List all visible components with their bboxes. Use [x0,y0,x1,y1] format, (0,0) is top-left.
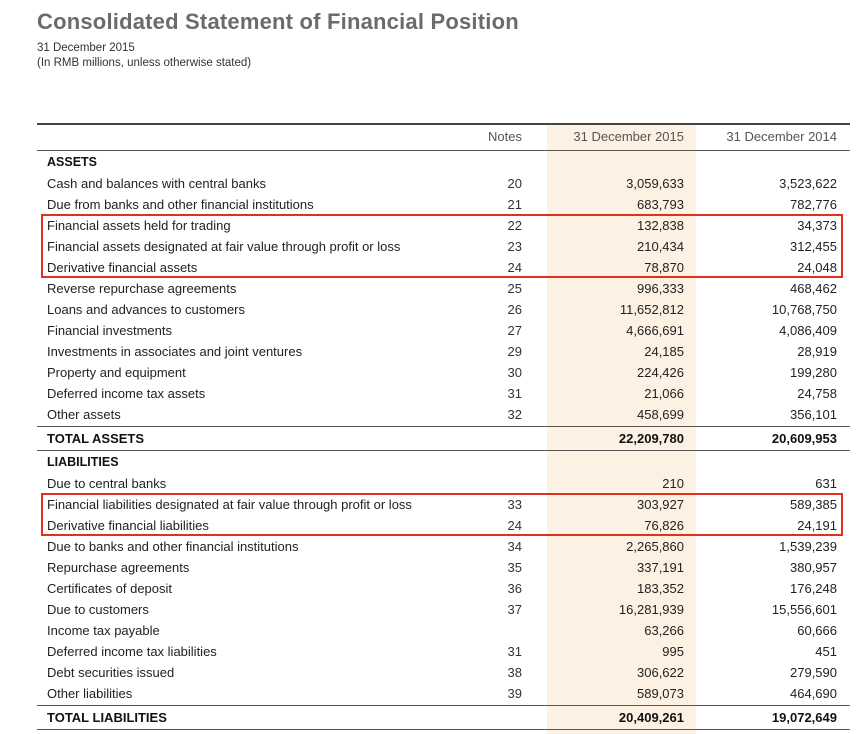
table-top-rule [37,123,850,125]
table-row [37,194,850,215]
row-value-2014: 3,523,622 [779,176,837,191]
row-value-2015: 210,434 [637,239,684,254]
row-value-2014: 589,385 [790,497,837,512]
row-value-2014: 34,373 [797,218,837,233]
row-value-2014: 15,556,601 [771,602,837,617]
total-value-2014: 19,072,649 [771,710,837,725]
row-value-2014: 451 [815,644,837,659]
row-value-2014: 28,919 [797,344,837,359]
row-value-2015: 3,059,633 [626,176,684,191]
total-liabilities-top-rule [37,705,850,706]
page-title: Consolidated Statement of Financial Position [37,9,519,34]
row-value-2015: 21,066 [644,386,684,401]
row-label: Due to central banks [47,476,167,491]
row-note: 31 [507,386,522,401]
table-row [37,341,850,362]
row-label: Derivative financial liabilities [47,518,209,533]
total-value-2015: 20,409,261 [618,710,684,725]
highlight-box-liabilities [41,493,843,536]
header-2014: 31 December 2014 [726,129,837,144]
row-label: Financial assets designated at fair value through profit or loss [47,239,401,254]
row-value-2015: 11,652,812 [619,302,684,317]
row-label: Other liabilities [47,686,133,701]
section-heading-liabilities [37,452,850,473]
row-label: Due to banks and other financial institutions [47,539,299,554]
row-value-2015: 24,185 [644,344,684,359]
row-value-2014: 356,101 [790,407,837,422]
section-label: ASSETS [47,155,98,169]
row-label: Property and equipment [47,365,186,380]
header-rule [37,150,850,151]
row-value-2014: 782,776 [790,197,837,212]
row-value-2015: 16,281,939 [618,602,684,617]
row-value-2014: 10,768,750 [771,302,837,317]
table-row [37,620,850,641]
total-label: TOTAL LIABILITIES [47,710,167,725]
row-note: 24 [507,518,522,533]
row-note: 24 [507,260,522,275]
row-value-2015: 683,793 [637,197,684,212]
row-label: Debt securities issued [47,665,175,680]
row-value-2014: 631 [815,476,837,491]
row-value-2014: 176,248 [790,581,837,596]
row-value-2015: 995 [662,644,684,659]
total-assets-top-rule [37,426,850,427]
total-value-2015: 22,209,780 [618,431,684,446]
header-notes: Notes [488,129,522,144]
table-row [37,557,850,578]
row-note: 37 [507,602,522,617]
total-assets-bottom-rule [37,450,850,451]
table-row [37,473,850,494]
row-value-2015: 589,073 [637,686,684,701]
table-row [37,320,850,341]
header-2015: 31 December 2015 [573,129,684,144]
row-label: Loans and advances to customers [47,302,246,317]
row-value-2015: 306,622 [637,665,684,680]
row-value-2015: 996,333 [637,281,684,296]
row-note: 34 [507,539,522,554]
row-value-2015: 78,870 [644,260,684,275]
row-value-2014: 468,462 [790,281,837,296]
row-value-2015: 337,191 [637,560,684,575]
units-note: (In RMB millions, unless otherwise stated) [37,57,252,69]
row-value-2014: 1,539,239 [779,539,837,554]
row-value-2015: 63,266 [644,623,684,638]
row-note: 23 [507,239,522,254]
row-note: 33 [507,497,522,512]
row-value-2014: 4,086,409 [779,323,837,338]
row-label: Due to customers [47,602,149,617]
section-heading-assets [37,152,850,173]
table-row [37,299,850,320]
row-value-2015: 224,426 [637,365,684,380]
statement-date: 31 December 2015 [37,42,135,54]
table-row [37,383,850,404]
row-note: 39 [507,686,522,701]
row-note: 21 [507,197,522,212]
row-note: 25 [507,281,522,296]
row-value-2014: 24,758 [797,386,837,401]
table-row [37,662,850,683]
total-liabilities-bottom-rule [37,729,850,730]
table-row [37,578,850,599]
highlight-box-assets [41,214,843,278]
row-label: Deferred income tax liabilities [47,644,217,659]
row-value-2015: 458,699 [637,407,684,422]
table-row [37,362,850,383]
row-label: Investments in associates and joint ventures [47,344,303,359]
row-value-2015: 76,826 [644,518,684,533]
row-label: Due from banks and other financial institutions [47,197,314,212]
row-value-2015: 4,666,691 [626,323,684,338]
total-label: TOTAL ASSETS [47,431,145,446]
row-note: 32 [507,407,522,422]
row-value-2015: 210 [662,476,684,491]
table-row [37,599,850,620]
row-note: 35 [507,560,522,575]
row-value-2015: 303,927 [637,497,684,512]
row-label: Income tax payable [47,623,160,638]
table-row [37,641,850,662]
table-row [37,683,850,704]
row-label: Financial liabilities designated at fair value through profit or loss [47,497,412,512]
row-note: 27 [507,323,522,338]
row-value-2015: 183,352 [637,581,684,596]
row-note: 20 [507,176,522,191]
total-value-2014: 20,609,953 [771,431,837,446]
row-label: Deferred income tax assets [47,386,206,401]
row-label: Financial assets held for trading [47,218,231,233]
row-value-2014: 312,455 [790,239,837,254]
row-note: 29 [507,344,522,359]
row-note: 22 [507,218,522,233]
row-note: 26 [507,302,522,317]
total-liabilities-row [37,707,850,728]
row-value-2014: 380,957 [790,560,837,575]
table-row [37,278,850,299]
row-value-2014: 199,280 [790,365,837,380]
row-value-2014: 24,191 [797,518,837,533]
row-value-2014: 279,590 [790,665,837,680]
row-label: Reverse repurchase agreements [47,281,237,296]
row-label: Other assets [47,407,121,422]
row-value-2014: 464,690 [790,686,837,701]
row-note: 30 [507,365,522,380]
row-label: Certificates of deposit [47,581,173,596]
row-note: 38 [507,665,522,680]
row-value-2015: 132,838 [637,218,684,233]
total-assets-row [37,428,850,449]
row-label: Financial investments [47,323,172,338]
row-value-2014: 60,666 [797,623,837,638]
section-label: LIABILITIES [47,455,119,469]
row-label: Derivative financial assets [47,260,198,275]
row-value-2015: 2,265,860 [626,539,684,554]
table-row [37,404,850,425]
row-note: 36 [507,581,522,596]
row-value-2014: 24,048 [797,260,837,275]
row-label: Cash and balances with central banks [47,176,266,191]
table-row [37,173,850,194]
row-label: Repurchase agreements [47,560,190,575]
table-row [37,536,850,557]
row-note: 31 [507,644,522,659]
